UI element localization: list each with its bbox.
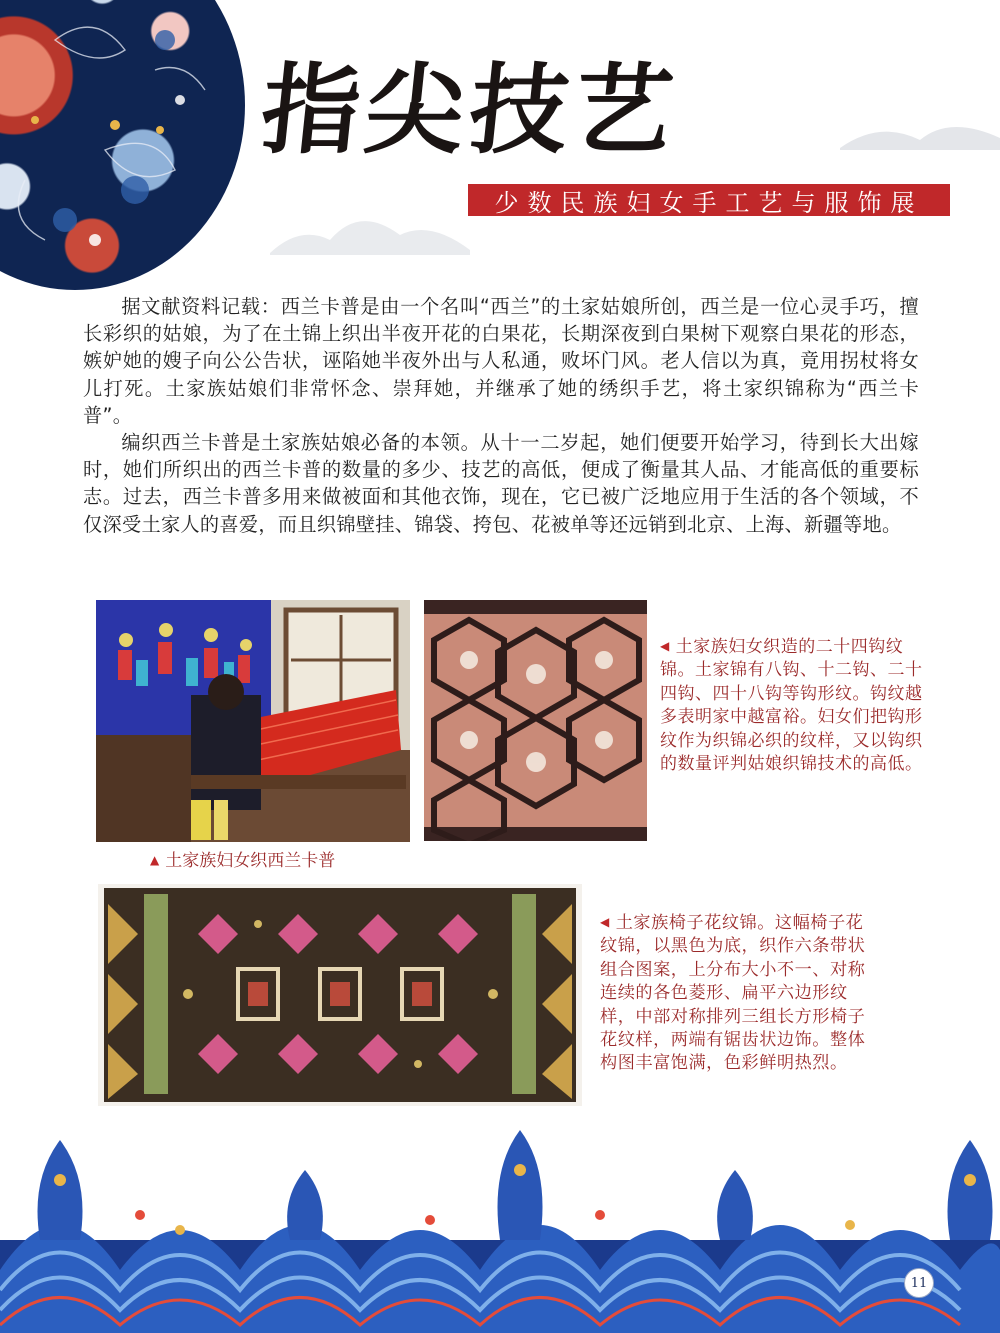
caption-chair-pattern-brocade (600, 911, 880, 1076)
photo-woman-weaving (96, 600, 410, 842)
left-arrow-icon: ◀ (660, 639, 670, 653)
subtitle-text: 少数民族妇女手工艺与服饰展 (494, 188, 924, 217)
mist-cloud-decoration (270, 195, 470, 255)
photo-twenty-four-hook-brocade (424, 600, 647, 841)
mist-cloud-decoration (840, 110, 1000, 150)
left-arrow-icon: ◀ (600, 915, 610, 929)
caption-text: 土家族妇女织造的二十四钩纹锦。土家锦有八钩、十二钩、二十四钩、四十八钩等钩形纹。钩纹越多表明家中越富裕。妇女们把钩形纹作为织锦必织的纹样，又以钩织的数量评判姑娘织锦技术的高低。 (660, 637, 923, 775)
body-text (83, 293, 919, 538)
caption-text: 土家族椅子花纹锦。这幅椅子花纹锦，以黑色为底，织作六条带状组合图案，上分布大小不一、对称连续的各色菱形、扁平六边形纹样，中部对称排列三组长方形椅子花纹样，两端有锯齿状边饰。整体构图丰富饱满，色彩鲜明热烈。 (600, 913, 866, 1074)
photo-chair-pattern-brocade (98, 884, 582, 1106)
caption-text: 土家族妇女织西兰卡普 (165, 851, 336, 871)
wave-pattern-border (0, 1120, 1000, 1333)
paragraph: 编织西兰卡普是土家族姑娘必备的本领。从十一二岁起，她们便要开始学习，待到长大出嫁时，她们所织出的西兰卡普的数量的多少、技艺的高低，便成了衡量其人品、才能高低的重要标志。过去，西兰卡普多用来做被面和其他衣饰，现在，它已被广泛地应用于生活的各个领域，不仅深受土家人的喜爱，而且织锦壁挂、锦袋、挎包、花被单等还远销到北京、上海、新疆等地。 (83, 431, 919, 536)
paragraph: 据文献资料记载：西兰卡普是由一个名叫“西兰”的土家姑娘所创，西兰是一位心灵手巧，擅长彩织的姑娘，为了在土锦上织出半夜开花的白果花，长期深夜到白果树下观察白果花的形态，嫉妒她的嫂子向公公告状，诬陷她半夜外出与人私通，败坏门风。老人信以为真，竟用拐杖将女儿打死。土家族姑娘们非常怀念、崇拜她，并继承了她的绣织手艺，将土家织锦称为“西兰卡普”。 (83, 295, 919, 427)
title-main-text: 指尖技艺 (256, 53, 685, 168)
page-number: 11 (904, 1268, 934, 1298)
page-title (256, 36, 782, 186)
caption-woman-weaving (150, 849, 410, 872)
up-arrow-icon: ▲ (150, 853, 160, 867)
embroidered-flower-roundel (0, 0, 245, 290)
subtitle-banner (468, 184, 950, 216)
caption-twenty-four-hook-brocade (660, 635, 925, 776)
